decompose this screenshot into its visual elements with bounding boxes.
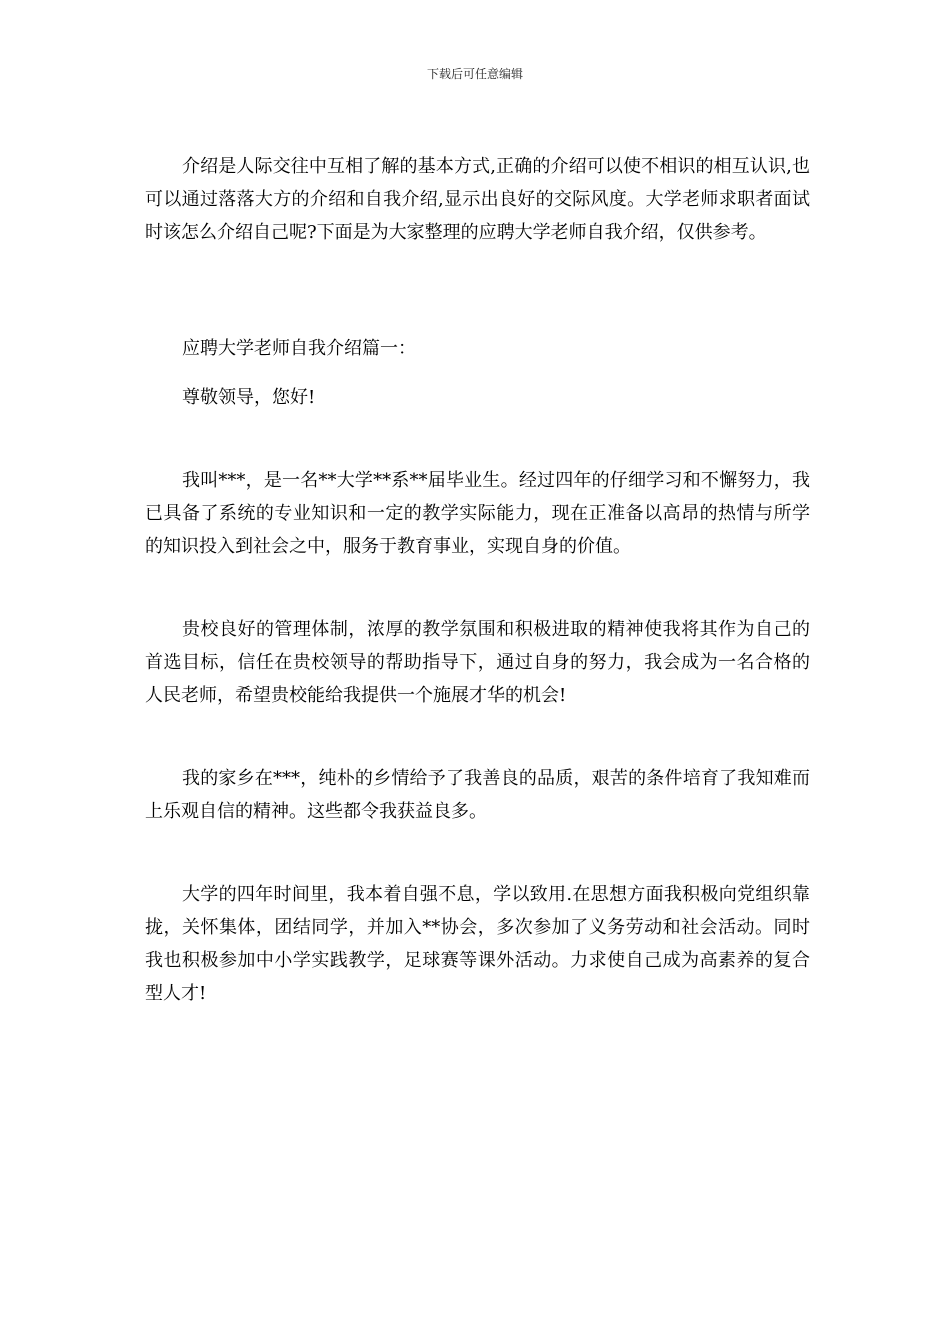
spacer — [145, 828, 810, 878]
page-header: 下载后可任意编辑 — [426, 67, 523, 81]
body-paragraph-2: 贵校良好的管理体制，浓厚的教学氛围和积极进取的精神使我将其作为自己的首选目标，信任在贵校领导的帮助指导下，通过自身的努力，我会成为一名合格的人民老师，希望贵校能给我提供一个施展才华的机会! — [145, 619, 810, 706]
section-heading: 应聘大学老师自我介绍篇一： — [182, 338, 416, 359]
spacer — [145, 712, 810, 762]
salutation: 尊敬领导，您好! — [182, 387, 316, 408]
spacer — [145, 563, 810, 613]
spacer — [145, 365, 810, 381]
intro-paragraph: 介绍是人际交往中互相了解的基本方式,正确的介绍可以使不相识的相互认识,也可以通过落落大方的介绍和自我介绍,显示出良好的交际风度。大学老师求职者面试时该怎么介绍自己呢?下面是为大家整理的应聘大学老师自我介绍，仅供参考。 — [145, 156, 810, 243]
spacer — [145, 249, 810, 332]
body-paragraph-3: 我的家乡在***，纯朴的乡情给予了我善良的品质，艰苦的条件培育了我知难而上乐观自信的精神。这些都令我获益良多。 — [145, 768, 810, 822]
body-paragraph-4: 大学的四年时间里，我本着自强不息，学以致用.在思想方面我积极向党组织靠拢，关怀集体，团结同学，并加入**协会，多次参加了义务劳动和社会活动。同时我也积极参加中小学实践教学，足球赛等课外活动。力求使自己成为高素养的复合型人才! — [145, 884, 810, 1004]
body-paragraph-1: 我叫***，是一名**大学**系**届毕业生。经过四年的仔细学习和不懈努力，我已具备了系统的专业知识和一定的教学实际能力，现在正准备以高昂的热情与所学的知识投入到社会之中，服务于教育事业，实现自身的价值。 — [145, 470, 810, 557]
spacer — [145, 414, 810, 464]
document-body — [145, 150, 810, 1010]
